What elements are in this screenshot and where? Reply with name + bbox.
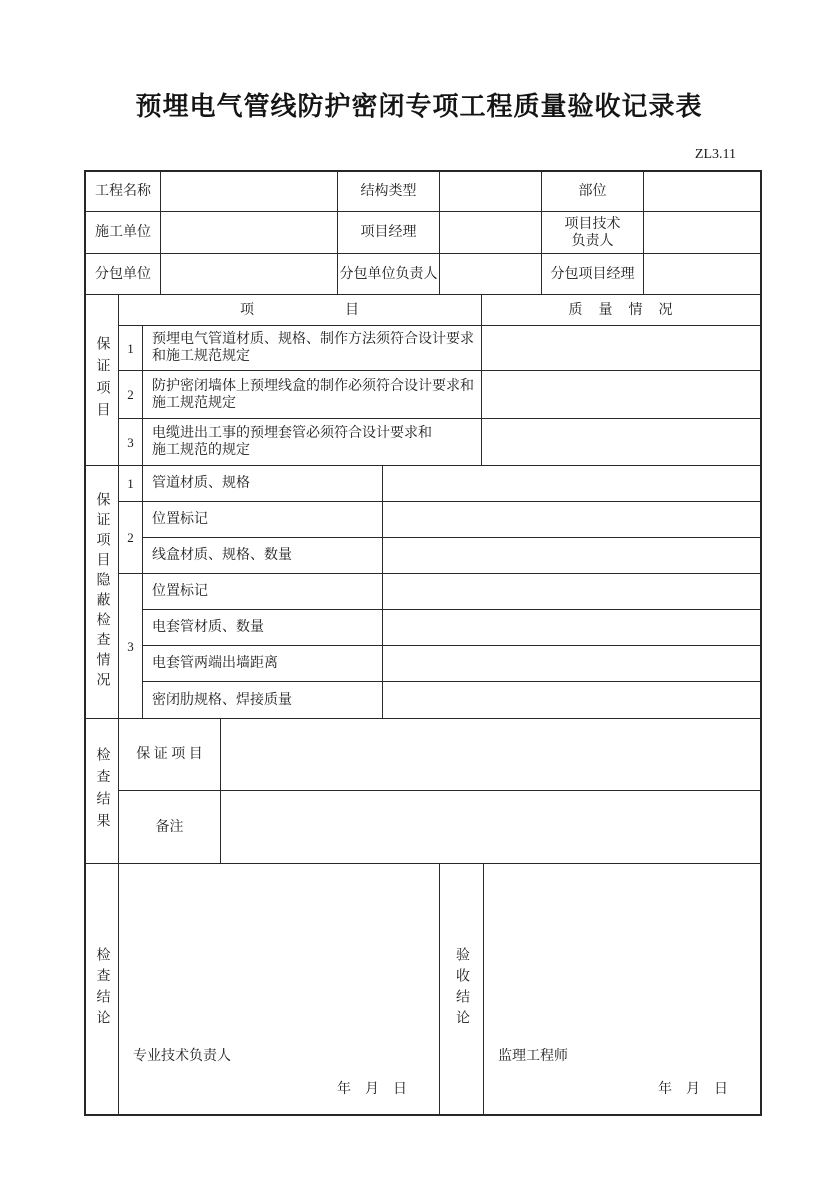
- check-item-label: 电套管材质、数量: [143, 610, 383, 646]
- tech-director-label-line1: 项目技术: [564, 216, 621, 232]
- item-text: [143, 326, 482, 371]
- tech-director-signature-label: 专业技术负责人: [133, 1049, 231, 1064]
- item-text: [143, 419, 482, 465]
- tech-director-label: [542, 212, 644, 254]
- check-item-label: 密闭肋规格、焊接质量: [143, 682, 383, 718]
- section-project-info: [86, 172, 760, 295]
- check-value-cell[interactable]: [383, 682, 760, 718]
- tech-director-value[interactable]: [644, 212, 760, 254]
- check-value-cell[interactable]: [383, 610, 760, 646]
- item-number: 2: [119, 371, 143, 419]
- check-item-label: 位置标记: [143, 574, 383, 610]
- subcontractor-head-label: 分包单位负责人: [338, 254, 440, 294]
- supervisor-signature-label: 监理工程师: [498, 1049, 568, 1064]
- item-text-line1: 防护密闭墙体上预埋线盒的制作必须符合设计要求和: [152, 378, 474, 394]
- quality-value-cell[interactable]: [482, 326, 760, 371]
- item-text-line1: 电缆进出工事的预埋套管必须符合设计要求和: [152, 426, 432, 441]
- subcontractor-label: 分包单位: [86, 254, 161, 294]
- location-value[interactable]: [644, 172, 760, 212]
- group-number: 2: [119, 502, 143, 574]
- project-name-label: 工程名称: [86, 172, 161, 212]
- acceptance-conclusion-area[interactable]: [484, 864, 760, 1114]
- item-text-line1: 预埋电气管道材质、规格、制作方法须符合设计要求: [152, 332, 474, 347]
- check-value-cell[interactable]: [383, 574, 760, 610]
- section-check-result: [86, 719, 760, 864]
- check-date-label: 年 月 日: [337, 1082, 407, 1097]
- construction-unit-value[interactable]: [161, 212, 338, 254]
- remarks-label: 备注: [119, 791, 221, 863]
- hidden-check-section-label: 保证项目隐蔽检查情况: [86, 466, 119, 718]
- remarks-value[interactable]: [221, 791, 760, 863]
- acceptance-conclusion-section-label: 验收结论: [440, 864, 484, 1114]
- project-manager-label: 项目经理: [338, 212, 440, 254]
- quality-column-header: 质 量 情 况: [482, 295, 760, 326]
- section-guarantee-items: [86, 295, 760, 466]
- form-code: ZL3.11: [694, 147, 736, 162]
- section-hidden-check: [86, 466, 760, 719]
- check-item-label: 管道材质、规格: [143, 466, 383, 502]
- item-text-line2: 施工规范规定: [152, 395, 236, 411]
- guarantee-summary-value[interactable]: [221, 719, 760, 791]
- quality-value-cell[interactable]: [482, 419, 760, 465]
- check-item-label: 线盒材质、规格、数量: [143, 538, 383, 574]
- structure-type-label: 结构类型: [338, 172, 440, 212]
- item-text-line2: 施工规范的规定: [152, 443, 250, 458]
- group-number: 1: [119, 466, 143, 502]
- item-text: [143, 371, 482, 419]
- subcontractor-value[interactable]: [161, 254, 338, 294]
- check-value-cell[interactable]: [383, 502, 760, 538]
- check-conclusion-area[interactable]: [119, 864, 440, 1114]
- item-column-header: 项 目: [119, 295, 482, 326]
- check-value-cell[interactable]: [383, 646, 760, 682]
- item-text-line2: 和施工规范规定: [152, 349, 250, 364]
- group-number: 3: [119, 574, 143, 718]
- tech-director-label-line2: 负责人: [571, 233, 614, 249]
- guarantee-section-label: 保证项目: [86, 295, 119, 465]
- record-table: [84, 170, 762, 1116]
- subcontract-pm-value[interactable]: [644, 254, 760, 294]
- acceptance-date-label: 年 月 日: [658, 1082, 728, 1097]
- structure-type-value[interactable]: [440, 172, 542, 212]
- subcontract-pm-label: 分包项目经理: [542, 254, 644, 294]
- subcontractor-head-value[interactable]: [440, 254, 542, 294]
- guarantee-summary-label: 保 证 项 目: [119, 719, 221, 791]
- check-result-section-label: 检查结果: [86, 719, 119, 863]
- page-title: 预埋电气管线防护密闭专项工程质量验收记录表: [135, 92, 703, 121]
- location-label: 部位: [542, 172, 644, 212]
- construction-unit-label: 施工单位: [86, 212, 161, 254]
- check-item-label: 电套管两端出墙距离: [143, 646, 383, 682]
- section-conclusions: [86, 864, 760, 1114]
- check-conclusion-section-label: 检查结论: [86, 864, 119, 1114]
- quality-value-cell[interactable]: [482, 371, 760, 419]
- check-value-cell[interactable]: [383, 538, 760, 574]
- check-value-cell[interactable]: [383, 466, 760, 502]
- project-manager-value[interactable]: [440, 212, 542, 254]
- project-name-value[interactable]: [161, 172, 338, 212]
- item-number: 1: [119, 326, 143, 371]
- item-number: 3: [119, 419, 143, 465]
- check-item-label: 位置标记: [143, 502, 383, 538]
